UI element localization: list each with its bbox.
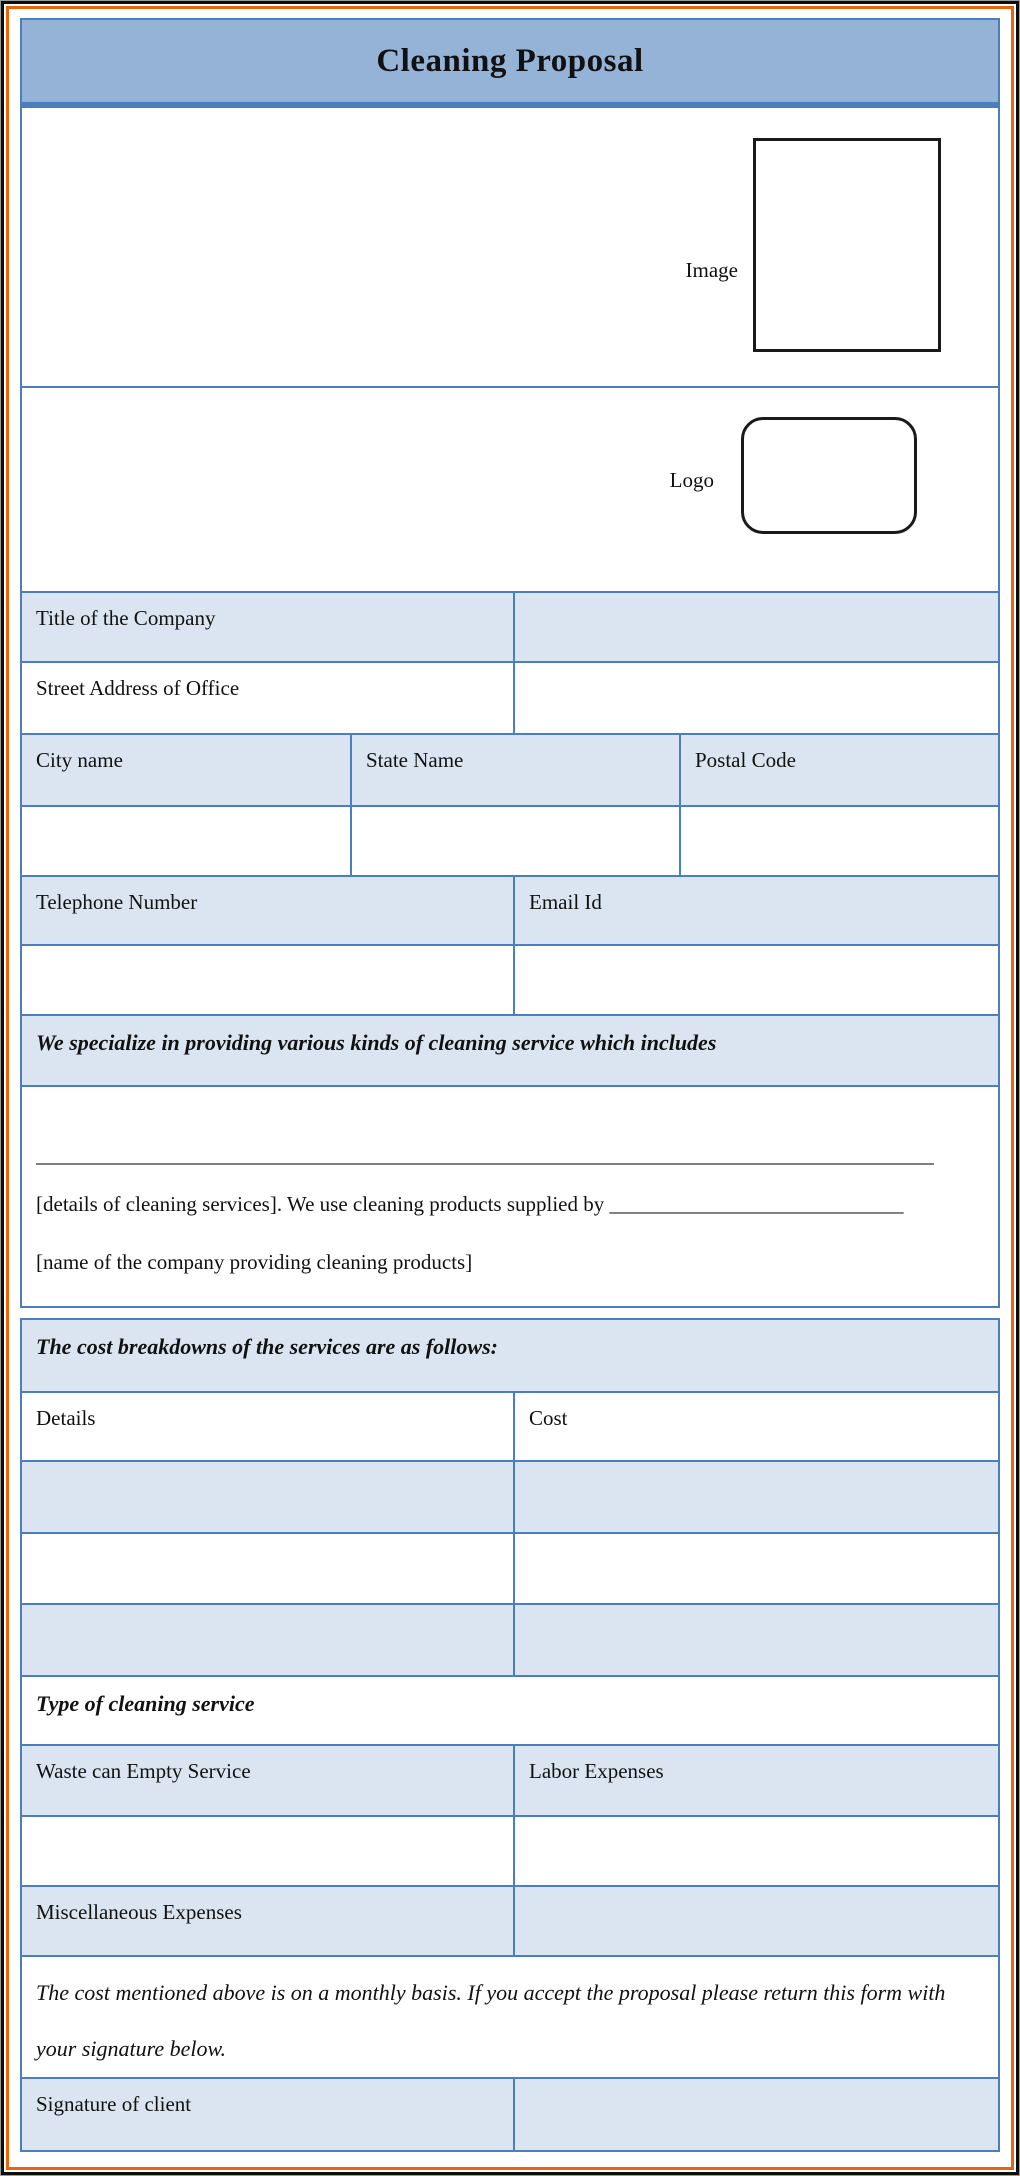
image-label: Image: [685, 258, 738, 282]
services-write-in-rule[interactable]: [36, 1163, 934, 1165]
services-detail-section: [22, 1085, 998, 1306]
email-value-cell[interactable]: [515, 946, 998, 1014]
supplier-blank[interactable]: ____________________________: [609, 1192, 904, 1216]
phone-label-cell: [22, 877, 515, 944]
street-address-label: Street Address of Office: [36, 676, 240, 700]
postal-label-cell: [681, 735, 998, 805]
logo-section: [22, 386, 998, 591]
city-label-cell: [22, 735, 352, 805]
proposal-form-cost-table: [20, 1318, 1000, 2152]
postal-value-cell[interactable]: [681, 807, 998, 875]
signature-label: Signature of client: [36, 2092, 192, 2116]
signature-value-cell[interactable]: [515, 2079, 998, 2150]
company-title-label-cell: [22, 593, 515, 661]
misc-expenses-label: Miscellaneous Expenses: [36, 1900, 242, 1924]
state-value-cell[interactable]: [352, 807, 681, 875]
company-title-value-cell[interactable]: [515, 593, 998, 661]
table-gap: [20, 1308, 1000, 1318]
image-section: [22, 106, 998, 386]
signature-label-cell: [22, 2079, 515, 2150]
waste-service-label-cell: [22, 1746, 515, 1815]
cost-column-header-cell: [515, 1393, 998, 1460]
labor-expenses-label: Labor Expenses: [529, 1759, 664, 1783]
cost-heading: The cost breakdowns of the services are as follows:: [36, 1334, 498, 1359]
services-heading-row: [22, 1014, 998, 1085]
page-margin: [9, 9, 1011, 2167]
cost-entry-cost-cell[interactable]: [515, 1605, 998, 1675]
logo-label: Logo: [669, 468, 714, 492]
misc-expenses-value-cell[interactable]: [515, 1887, 998, 1955]
supplier-note: [name of the company providing cleaning products]: [36, 1250, 473, 1274]
state-label-cell: [352, 735, 681, 805]
image-placeholder-box[interactable]: [753, 138, 941, 352]
form-title-bar: [22, 20, 998, 106]
cost-entry-details-cell[interactable]: [22, 1605, 515, 1675]
phone-email-value-row: [22, 944, 998, 1014]
city-value-cell[interactable]: [22, 807, 352, 875]
details-column-header-cell: [22, 1393, 515, 1460]
postal-label: Postal Code: [695, 748, 796, 772]
page-frame-white: [4, 4, 1016, 2172]
cost-entry-details-cell[interactable]: [22, 1462, 515, 1532]
email-label: Email Id: [529, 890, 602, 914]
cost-heading-row: [22, 1320, 998, 1391]
closing-note-row: [22, 1955, 998, 2077]
waste-labor-label-row: [22, 1744, 998, 1815]
misc-expenses-row: [22, 1885, 998, 1955]
street-address-label-cell: [22, 663, 515, 733]
page-frame-black: [1, 1, 1019, 2175]
signature-row: [22, 2077, 998, 2150]
cost-column-header: Cost: [529, 1406, 568, 1430]
phone-email-label-row: [22, 875, 998, 944]
cost-entry-details-cell[interactable]: [22, 1534, 515, 1603]
company-title-row: [22, 591, 998, 661]
waste-service-label: Waste can Empty Service: [36, 1759, 251, 1783]
misc-expenses-label-cell: [22, 1887, 515, 1955]
page-frame-orange: [6, 6, 1014, 2170]
street-address-row: [22, 661, 998, 733]
cost-entry-row: [22, 1460, 998, 1532]
waste-labor-value-row: [22, 1815, 998, 1885]
logo-placeholder-box[interactable]: [741, 417, 917, 534]
form-title: Cleaning Proposal: [376, 42, 644, 79]
city-state-postal-value-row: [22, 805, 998, 875]
closing-note: The cost mentioned above is on a monthly basis. If you accept the proposal please return this form with your signature below.: [36, 1980, 946, 2062]
cost-entry-cost-cell[interactable]: [515, 1462, 998, 1532]
service-type-heading: Type of cleaning service: [36, 1691, 255, 1716]
proposal-form-top-table: [20, 18, 1000, 1308]
cost-columns-row: [22, 1391, 998, 1460]
city-label: City name: [36, 748, 123, 772]
state-label: State Name: [366, 748, 464, 772]
labor-expenses-value-cell[interactable]: [515, 1817, 998, 1885]
services-details-sentence: [details of cleaning services]. We use cleaning products supplied by: [36, 1192, 605, 1216]
details-column-header: Details: [36, 1406, 96, 1430]
cost-entry-row: [22, 1532, 998, 1603]
waste-service-value-cell[interactable]: [22, 1817, 515, 1885]
cost-entry-cost-cell[interactable]: [515, 1534, 998, 1603]
phone-label: Telephone Number: [36, 890, 198, 914]
email-label-cell: [515, 877, 998, 944]
service-type-heading-row: [22, 1675, 998, 1744]
phone-value-cell[interactable]: [22, 946, 515, 1014]
street-address-value-cell[interactable]: [515, 663, 998, 733]
services-heading: We specialize in providing various kinds of cleaning service which includes: [36, 1030, 717, 1055]
cost-entry-row: [22, 1603, 998, 1675]
city-state-postal-label-row: [22, 733, 998, 805]
company-title-label: Title of the Company: [36, 606, 216, 630]
labor-expenses-label-cell: [515, 1746, 998, 1815]
